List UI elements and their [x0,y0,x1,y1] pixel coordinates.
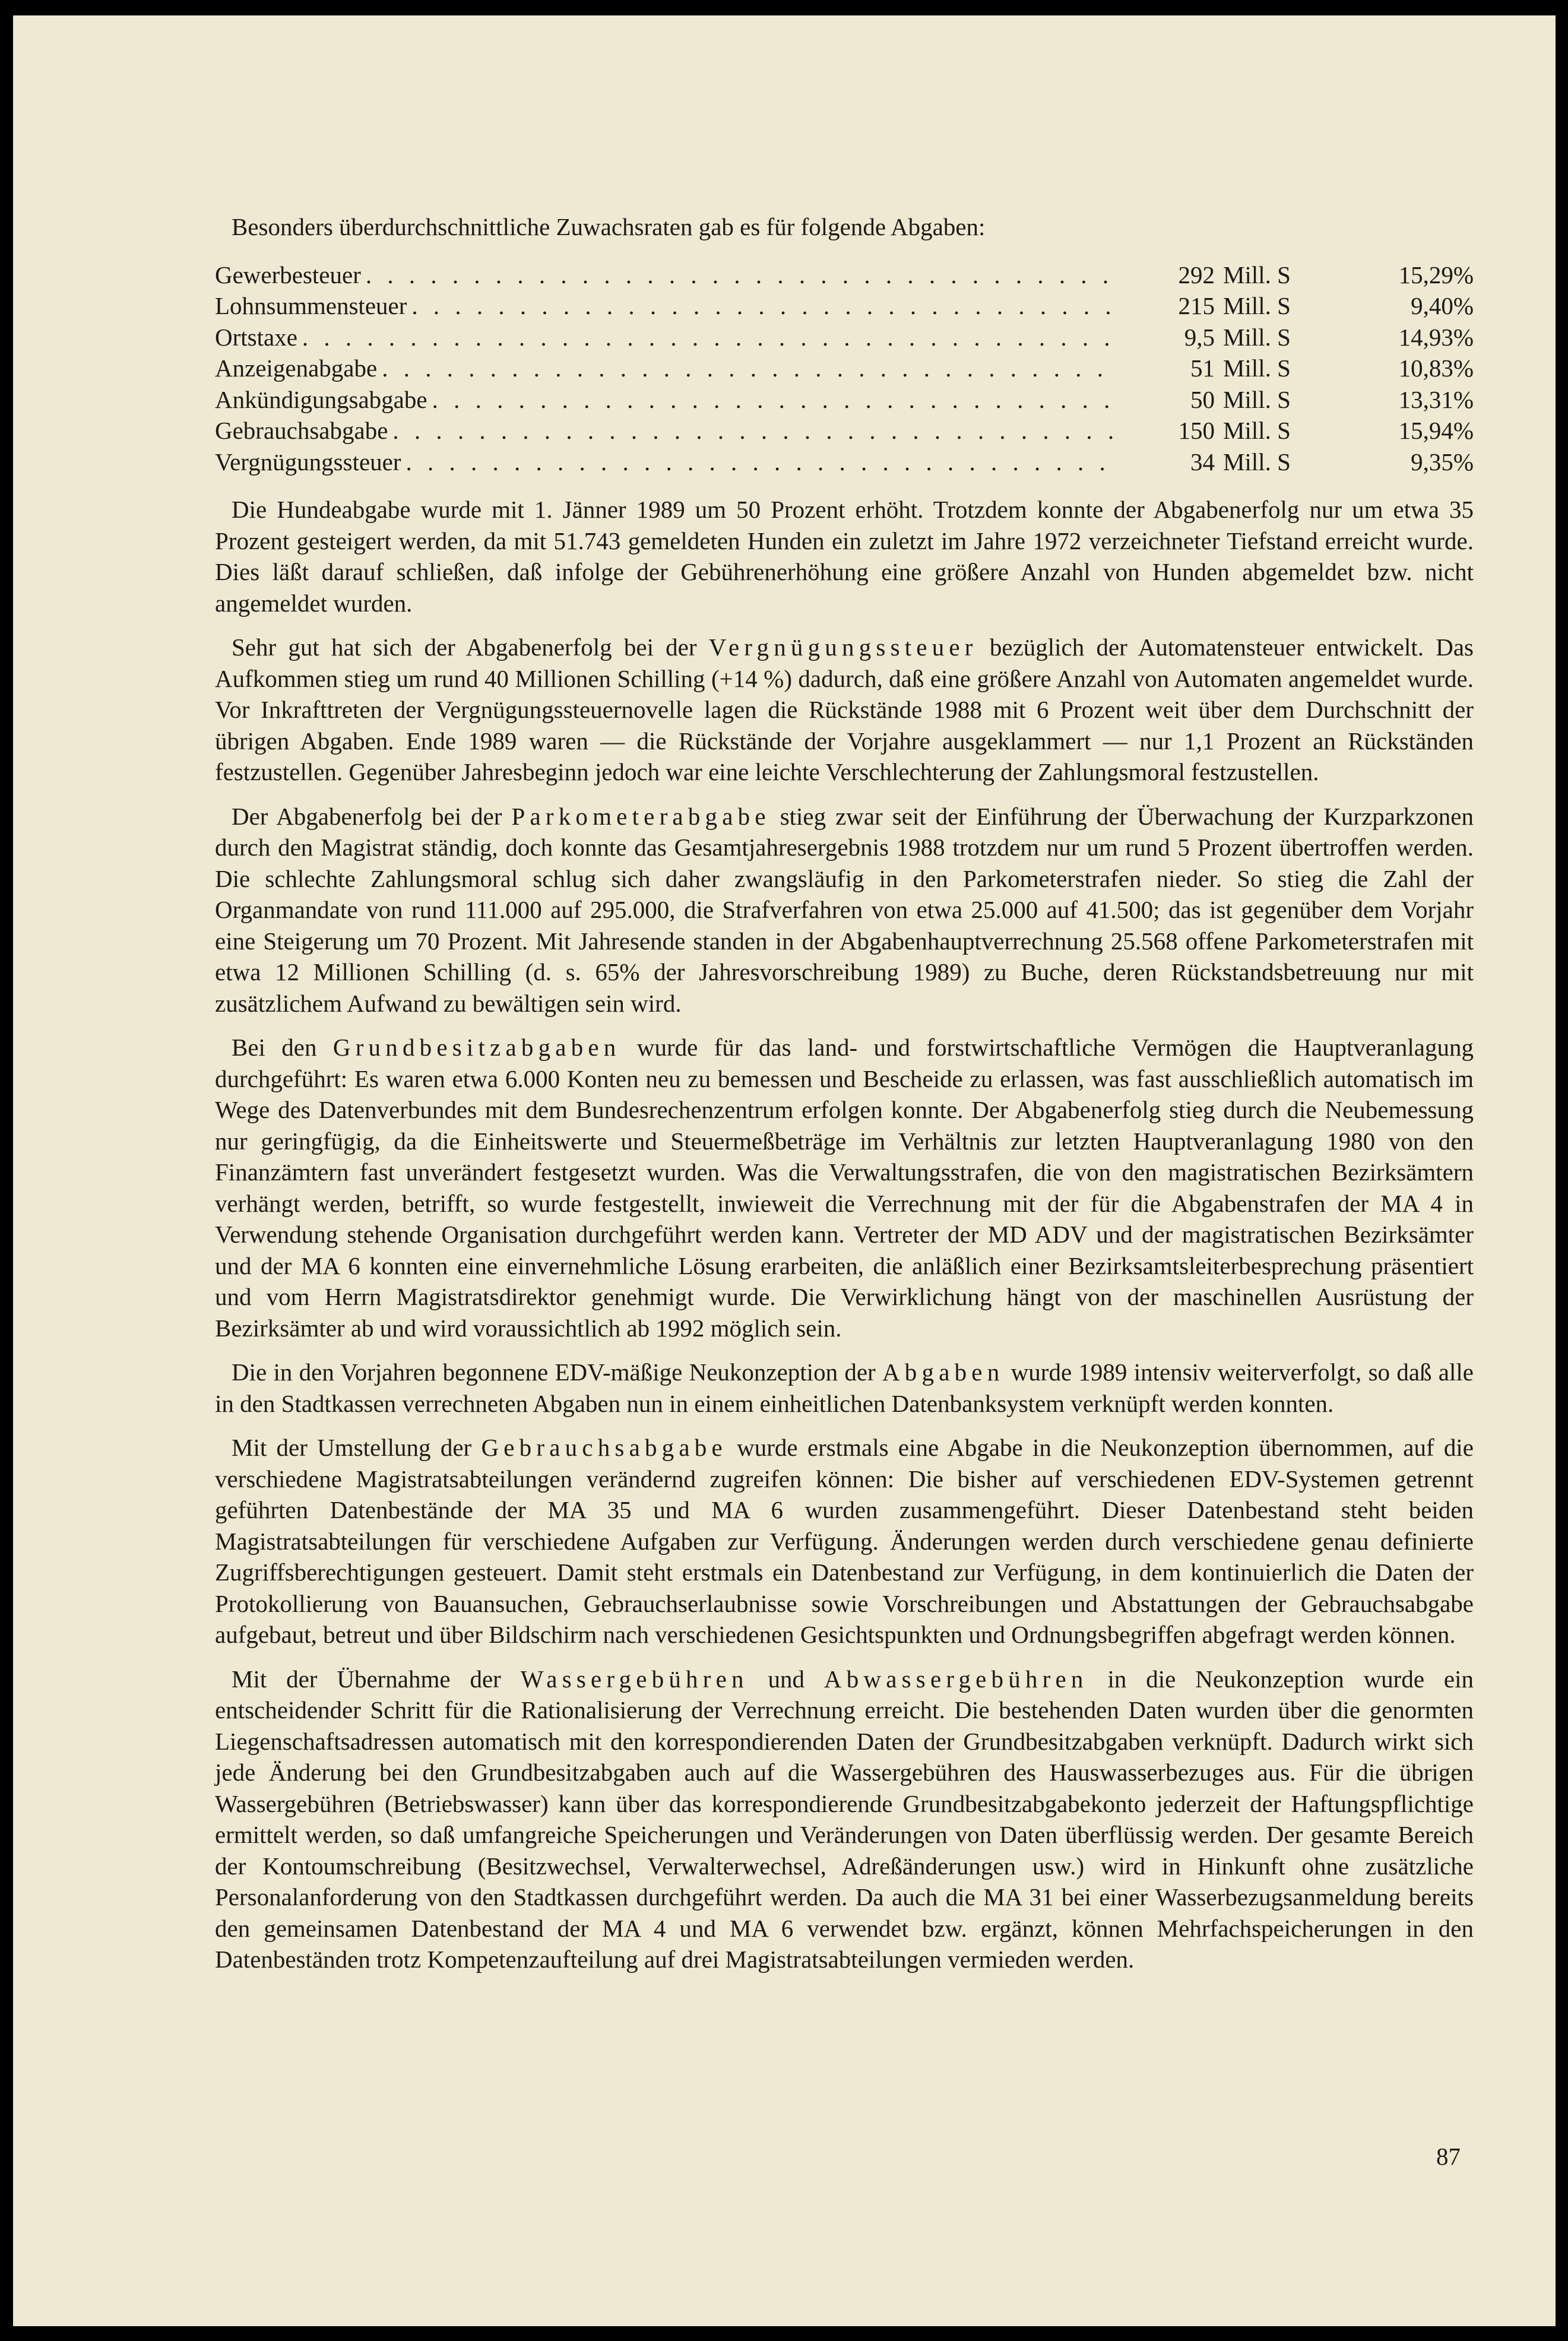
intro-line: Besonders überdurchschnittliche Zuwachsraten gab es für folgende Abgaben: [232,213,986,240]
spaced-term: Vergnügungssteuer [708,633,978,661]
text-run: Mit der Übernahme der [232,1665,521,1693]
text-run: Mit der Umstellung der [232,1434,482,1461]
text-run: Bei den [232,1034,333,1061]
table-row [215,353,1474,384]
tax-rate: 14,93% [1398,323,1474,351]
text-run: wurde erstmals eine Abgabe in die Neukonzeption übernommen, auf die verschiedene Magistratsabteilungen verändernd zugreifen können: Die bisher auf verschiedenen EDV-Systemen getrennt geführten Datenbestände der MA 35 und MA 6 wurden zusammengeführt. Dieser Datenbestand steht beiden Magistratsabteilungen für verschiedene Aufgaben zur Verfügung. Änderungen werden durch verschiedene genau definierte Zugriffsberechtigungen gesteuert. Damit steht erstmals ein Datenbestand zur Verfügung, in dem kontinuierlich die Daten der Protokollierung von Bauansuchen, Gebrauchserlaubnisse sowie Vorschreibungen und Abstattungen der Gebrauchsabgabe aufgebaut, betreut und über Bildschirm nach verschiedenen Gesichtspunkten und Ordnungsbegriffen abgefragt werden können. [215,1434,1474,1648]
tax-amount: 9,5 [1184,323,1215,351]
spaced-term: Abwassergebühren [823,1665,1088,1693]
text-run: Der Abgabenerfolg bei der [232,802,512,830]
tax-name: Ortstaxe [215,323,297,351]
spaced-term: Parkometerabgabe [511,802,771,830]
tax-amount: 150 [1178,417,1215,444]
tax-rate: 15,94% [1398,417,1474,444]
table-row [215,415,1474,446]
paragraph-wassergebuehren [215,1664,1474,1975]
tax-rate: 9,40% [1411,292,1474,319]
page-number: 87 [1436,2143,1461,2170]
text-run: wurde für das land- und forstwirtschaftliche Vermögen die Hauptveranlagung durchgeführt: Es waren etwa 6.000 Konten neu zu bemessen und Bescheide zu erlassen, was fast ausschließlich automatisch im Wege des Datenverbundes mit dem Bundesrechenzentrum erfolgen konnte. Der Abgabenerfolg stieg durch die Neubemessung nur geringfügig, da die Einheitswerte und Steuermeßbeträge im Verhältnis zur letzten Hauptveranlagung 1980 von den Finanzämtern fast unverändert festgesetzt wurden. Was die Verwaltungsstrafen, die von den magistratischen Bezirksämtern verhängt werden, betrifft, so wurde festgestellt, inwieweit die Verrechnung mit der für die Abgabenstrafen der MA 4 in Verwendung stehende Organisation durchgeführt werden kann. Vertreter der MD ADV und der magistratischen Bezirksämter und der MA 6 konnten eine einvernehmliche Lösung erarbeiten, die anläßlich einer Bezirksamtsleiterbesprechung präsentiert und vom Herrn Magistratsdirektor genehmigt wurde. Die Verwirklichung hängt von der maschinellen Ausrüstung der Bezirksämter ab und wird voraussichtlich ab 1992 möglich sein. [215,1034,1474,1342]
text-run: stieg zwar seit der Einführung der Überwachung der Kurzparkzonen durch den Magistrat ständig, doch konnte das Gesamtjahresergebnis 1988 trotzdem nur um rund 5 Prozent übertroffen werden. Die schlechte Zahlungsmoral schlug sich daher zwangsläufig in den Parkometerstrafen nieder. So stieg die Zahl der Organmandate von rund 111.000 auf 295.000, die Strafverfahren von etwa 25.000 auf 41.500; das ist gegenüber dem Vorjahr eine Steigerung um 70 Prozent. Mit Jahresende standen in der Abgabenhauptverrechnung 25.568 offene Parkometerstrafen mit etwa 12 Millionen Schilling (d. s. 65% der Jahresvorschreibung 1989) zu Buche, deren Rückstandsbetreuung nur mit zusätzlichem Aufwand zu bewältigen sein wird. [215,802,1474,1017]
tax-name: Gebrauchsabgabe [215,417,388,444]
dot-leader [302,322,1120,353]
text-run: in die Neukonzeption wurde ein entscheidender Schritt für die Rationalisierung der Verrechnung erreicht. Die bestehenden Daten wurden über die genormten Liegenschaftsadressen automatisch mit den korrespondierenden Daten der Grundbesitzabgaben verknüpft. Dadurch wirkt sich jede Änderung bei den Grundbesitzabgaben auch auf die Wassergebühren des Hauswasserbezuges aus. Für die übrigen Wassergebühren (Betriebswasser) kann über das korrespondierende Grundbesitzabgabekonto jederzeit der Haftungspflichtige ermittelt werden, so daß umfangreiche Speicherungen und Veränderungen von Daten überflüssig werden. Der gesamte Bereich der Kontoumschreibung (Besitzwechsel, Verwalterwechsel, Adreßänderungen usw.) wird in Hinkunft ohne zusätzliche Personalanforderung von den Stadtkassen durchgeführt werden. Da auch die MA 31 bei einer Wasserbezugsanmeldung bereits den gemeinsamen Datenbestand der MA 4 und MA 6 verwendet bzw. ergänzt, können Mehrfachspeicherungen in den Datenbeständen trotz Kompetenzaufteilung auf drei Magistratsabteilungen vermieden werden. [215,1665,1474,1973]
tax-rate: 10,83% [1398,354,1474,382]
tax-name: Gewerbesteuer [215,261,361,289]
tax-rate: 13,31% [1398,385,1474,413]
document-page [13,15,1556,2326]
text-run: und [748,1665,824,1693]
text-run: bezüglich der Automatensteuer entwickelt. Das Aufkommen stieg um rund 40 Millionen Schilling (+14 %) dadurch, daß eine größere Anzahl von Automaten angemeldet wurde. Vor Inkrafttreten der Vergnügungssteuernovelle lagen die Rückstände 1988 mit 6 Prozent weit über dem Durchschnitt der übrigen Abgaben. Ende 1989 waren — die Rückstände der Vorjahre ausgeklammert — nur 1,1 Prozent an Rückständen festzustellen. Gegenüber Jahresbeginn jedoch war eine leichte Verschlechterung der Zahlungsmoral festzustellen. [215,633,1474,785]
tax-amount: 50 [1190,385,1215,413]
paragraph-hundeabgabe: Die Hundeabgabe wurde mit 1. Jänner 1989 um 50 Prozent erhöht. Trotzdem konnte der Abgabenerfolg nur um etwa 35 Prozent gesteigert werden, da mit 51.743 gemeldeten Hunden ein zuletzt im Jahre 1972 verzeichneter Tiefstand erreicht wurde. Dies läßt darauf schließen, daß infolge der Gebührenerhöhung eine größere Anzahl von Hunden abgemeldet bzw. nicht angemeldet wurden. [215,496,1474,617]
tax-amount: 34 [1190,448,1215,476]
tax-table [215,259,1474,478]
page-content [215,211,1474,1988]
table-row [215,446,1474,478]
tax-name: Anzeigenabgabe [215,354,378,382]
tax-unit: Mill. S [1223,354,1291,382]
tax-amount: 292 [1178,261,1215,289]
tax-name: Ankündigungsabgabe [215,385,427,413]
tax-unit: Mill. S [1223,448,1291,476]
dot-leader [432,384,1120,416]
tax-unit: Mill. S [1223,385,1291,413]
spaced-term: Gebrauchsabgabe [481,1434,727,1461]
tax-unit: Mill. S [1223,292,1291,319]
tax-amount: 215 [1178,292,1215,319]
tax-unit: Mill. S [1223,323,1291,351]
text-run: Sehr gut hat sich der Abgabenerfolg bei der [232,633,709,661]
dot-leader [411,290,1120,322]
table-row [215,322,1474,353]
paragraph-gebrauchsabgabe [215,1432,1474,1651]
tax-rate: 15,29% [1398,261,1474,289]
paragraph-vergnuegungssteuer [215,632,1474,788]
text-run: Die in den Vorjahren begonnene EDV-mäßige Neukonzeption der [232,1358,882,1386]
tax-amount: 51 [1190,354,1215,382]
tax-rate: 9,35% [1411,448,1474,476]
tax-unit: Mill. S [1223,261,1291,289]
paragraph-grundbesitzabgaben [215,1032,1474,1344]
spaced-term: Abgaben [882,1358,1005,1386]
tax-unit: Mill. S [1223,417,1291,444]
text-run: wurde 1989 intensiv weiterverfolgt, so daß alle in den Stadtkassen verrechneten Abgaben nun in einem einheitlichen Datenbanksystem verknüpft werden konnten. [215,1358,1474,1417]
tax-name: Vergnügungssteuer [215,448,401,476]
table-row [215,259,1474,291]
table-row [215,384,1474,416]
dot-leader [406,446,1120,478]
dot-leader [366,259,1120,291]
dot-leader [392,415,1120,446]
table-row [215,290,1474,322]
spaced-term: Grundbesitzabgaben [332,1034,621,1061]
paragraph-abgaben [215,1357,1474,1419]
dot-leader [382,353,1120,384]
spaced-term: Wassergebühren [520,1665,749,1693]
paragraph-parkometerabgabe [215,801,1474,1019]
tax-name: Lohnsummensteuer [215,292,407,319]
